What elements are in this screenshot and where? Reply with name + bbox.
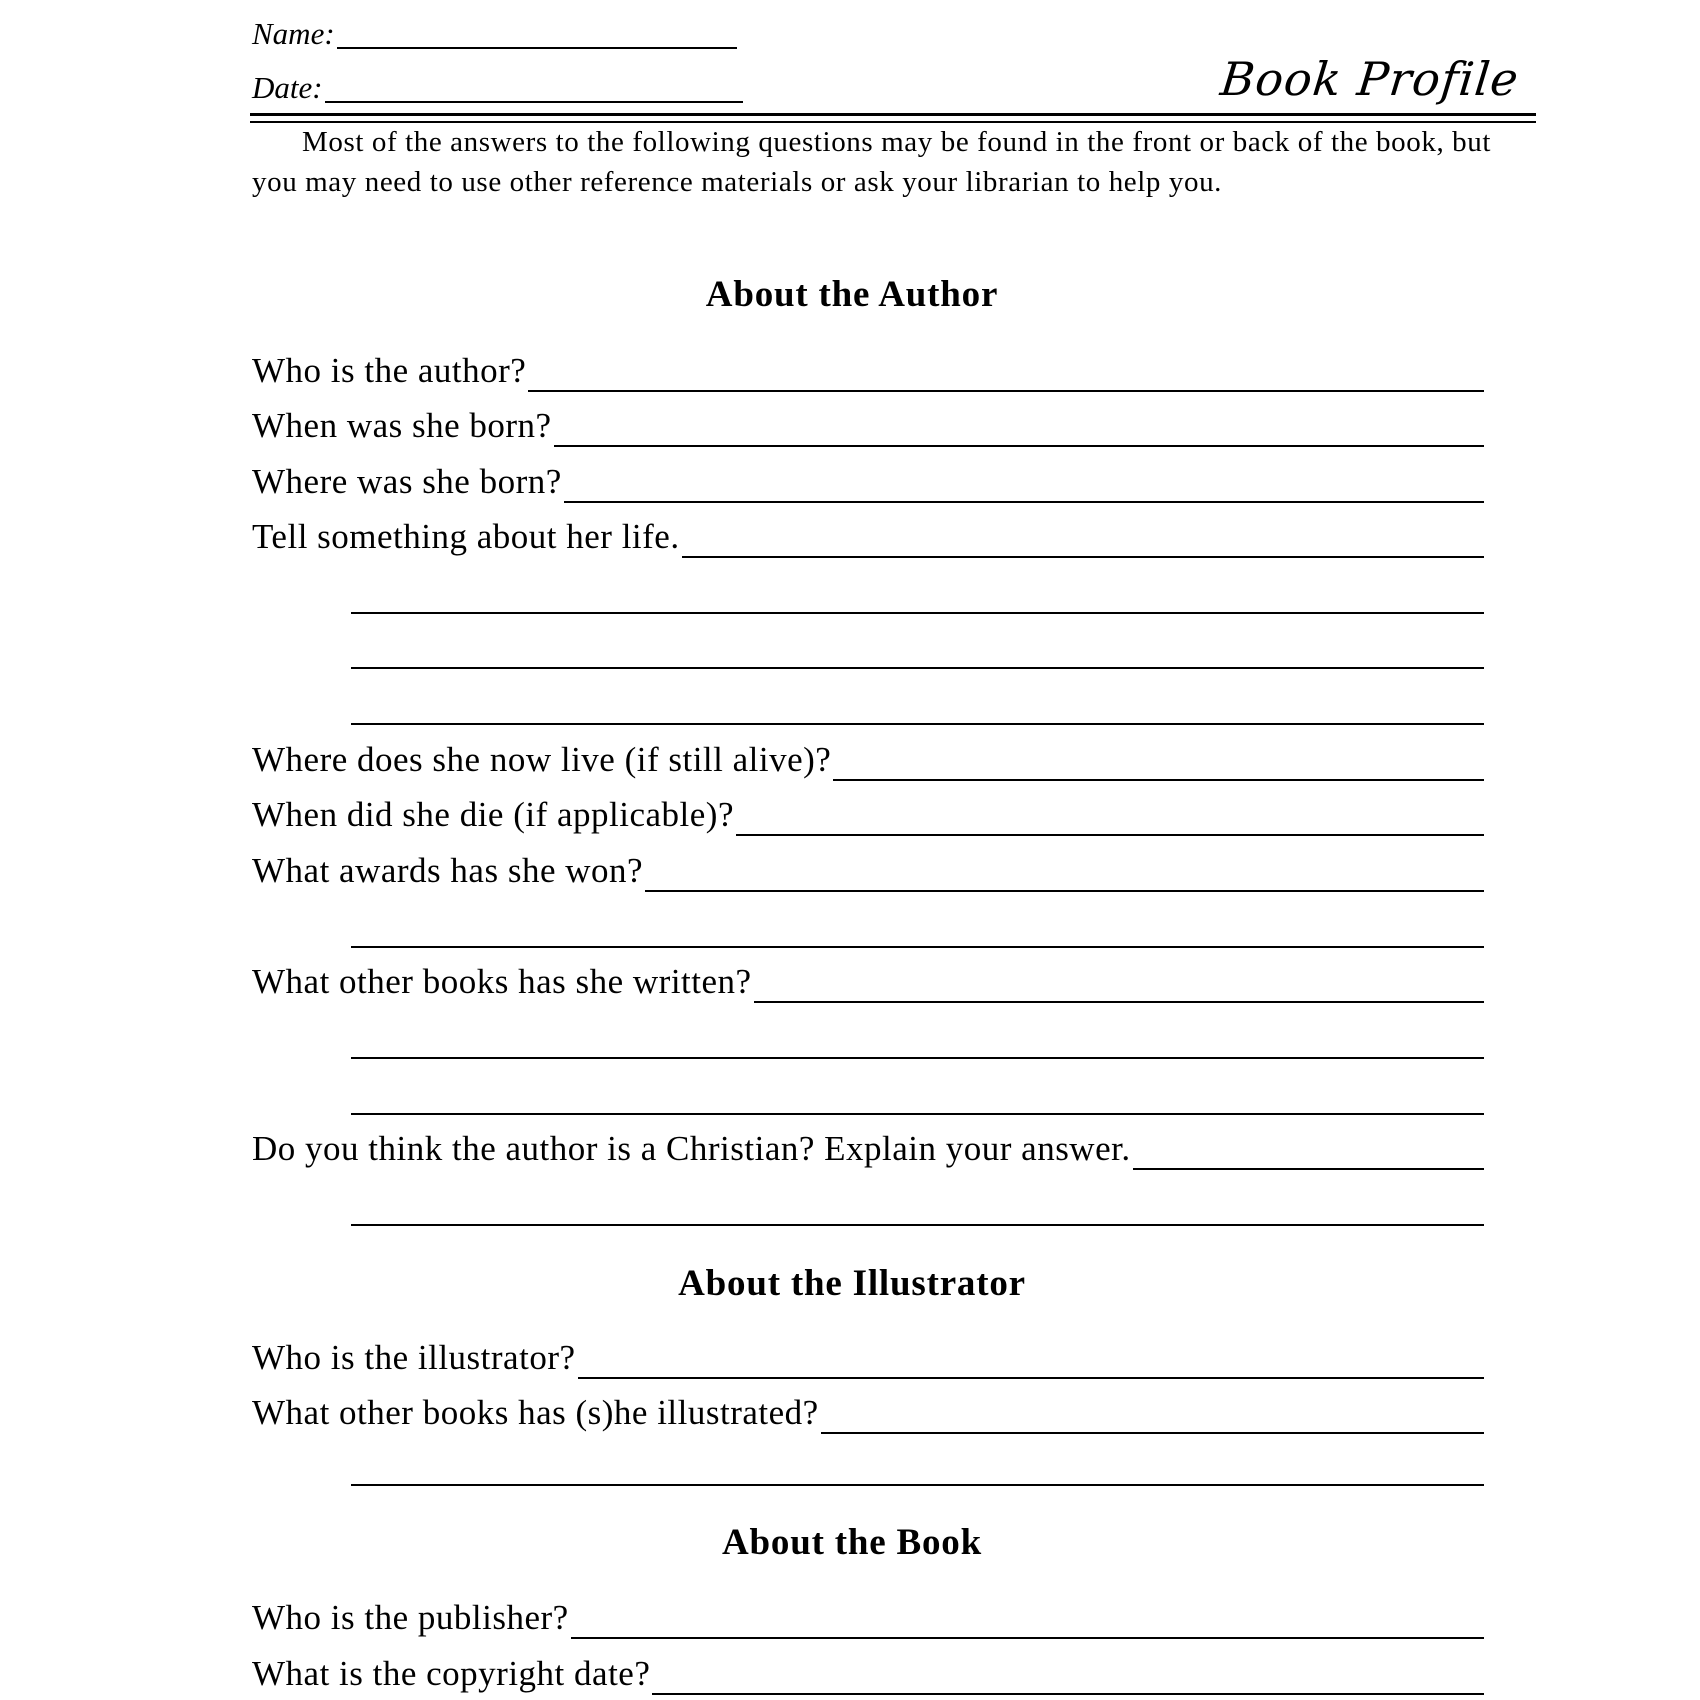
- name-blank[interactable]: [337, 21, 737, 49]
- answer-line[interactable]: [351, 1484, 1484, 1486]
- question-label: Do you think the author is a Christian? Explain your answer.: [252, 1129, 1131, 1168]
- section-title-book: About the Book: [722, 1522, 982, 1563]
- question-label: What is the copyright date?: [252, 1654, 651, 1693]
- question-illustrator-books: [252, 1390, 1484, 1434]
- question-author-life: [252, 514, 1484, 558]
- name-field: [252, 18, 737, 49]
- date-field: [252, 72, 743, 103]
- question-illustrator-name: [252, 1335, 1484, 1379]
- question-author-born-when: [252, 403, 1484, 447]
- question-label: Where does she now live (if still alive)?: [252, 740, 832, 779]
- question-label: Who is the publisher?: [252, 1598, 569, 1637]
- question-label: Who is the illustrator?: [252, 1338, 576, 1377]
- intro-paragraph: Most of the answers to the following questions may be found in the front or back of the book, but you may need to use other reference materials or ask your librarian to help you.: [252, 126, 1492, 198]
- question-author-died: [252, 792, 1484, 836]
- answer-line[interactable]: [351, 667, 1484, 669]
- answer-line[interactable]: [736, 794, 1484, 836]
- section-title-illustrator: About the Illustrator: [678, 1263, 1026, 1304]
- question-label: When did she die (if applicable)?: [252, 795, 734, 834]
- question-author-born-where: [252, 459, 1484, 503]
- question-author-name: [252, 348, 1484, 392]
- answer-line[interactable]: [351, 1224, 1484, 1226]
- question-label: When was she born?: [252, 406, 552, 445]
- question-label: What awards has she won?: [252, 851, 644, 890]
- answer-line[interactable]: [754, 961, 1484, 1003]
- worksheet-page: [252, 0, 1538, 1700]
- answer-line[interactable]: [833, 739, 1484, 781]
- question-label: What other books has (s)he illustrated?: [252, 1393, 819, 1432]
- question-author-awards: [252, 848, 1484, 892]
- answer-line[interactable]: [1133, 1128, 1484, 1170]
- section-title-author: About the Author: [705, 274, 999, 315]
- question-book-publisher: [252, 1595, 1484, 1639]
- worksheet-title: Book Profile: [1218, 52, 1522, 106]
- date-label: Date:: [252, 70, 323, 105]
- question-book-copyright: [252, 1651, 1484, 1695]
- answer-line[interactable]: [528, 350, 1484, 392]
- answer-line[interactable]: [571, 1597, 1484, 1639]
- answer-line[interactable]: [645, 850, 1484, 892]
- question-label: What other books has she written?: [252, 962, 752, 1001]
- answer-line[interactable]: [821, 1392, 1484, 1434]
- date-blank[interactable]: [325, 75, 743, 103]
- question-label: Where was she born?: [252, 462, 562, 501]
- question-label: Who is the author?: [252, 351, 527, 390]
- name-label: Name:: [252, 16, 335, 51]
- question-author-lives: [252, 737, 1484, 781]
- answer-line[interactable]: [351, 723, 1484, 725]
- answer-line[interactable]: [564, 461, 1484, 503]
- answer-line[interactable]: [351, 946, 1484, 948]
- question-label: Tell something about her life.: [252, 517, 680, 556]
- answer-line[interactable]: [351, 1113, 1484, 1115]
- answer-line[interactable]: [351, 612, 1484, 614]
- answer-line[interactable]: [351, 1057, 1484, 1059]
- answer-line[interactable]: [652, 1653, 1484, 1695]
- answer-line[interactable]: [682, 516, 1484, 558]
- answer-line[interactable]: [578, 1337, 1484, 1379]
- question-author-books: [252, 959, 1484, 1003]
- answer-line[interactable]: [554, 405, 1484, 447]
- question-author-christian: [252, 1126, 1484, 1170]
